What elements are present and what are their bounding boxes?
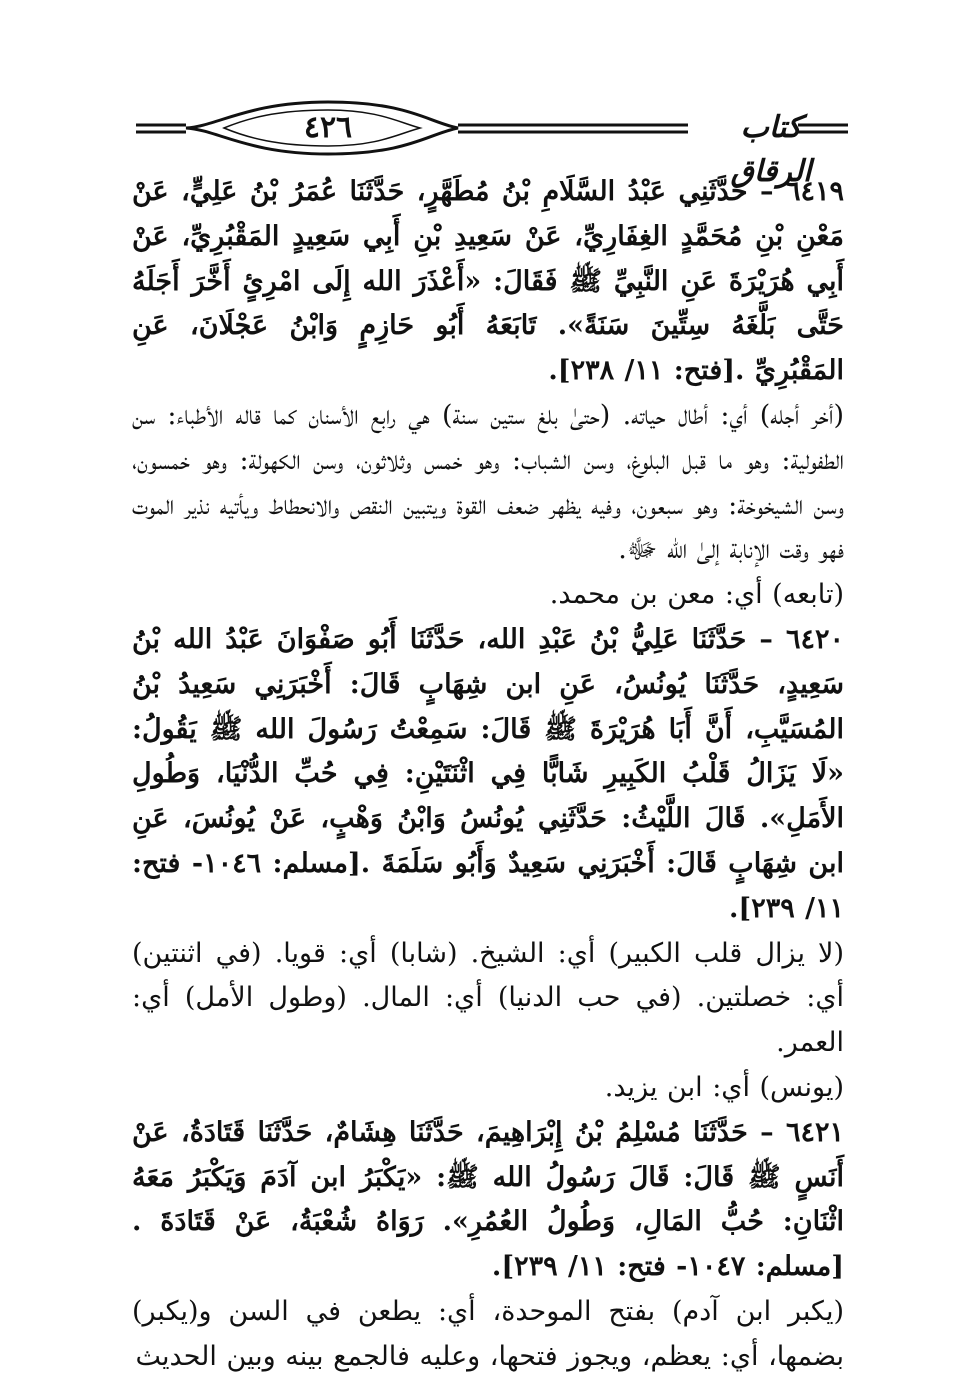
hadith-6420: ٦٤٢٠ – حَدَّثَنَا عَلِيُّ بْنُ عَبْدِ الله، حَدَّثَنَا أَبُو صَفْوَانَ عَبْدُ الله بْنُ سَعِيدٍ، حَدَّثَنَا يُونُسُ، عَنِ ابن شِهَابٍ قَالَ: أَخْبَرَنِي سَعِيدُ بْنُ المُسَيَّبِ، أَنَّ أَبَا هُرَيْرَةَ ﷺ قَالَ: سَمِعْتُ رَسُولَ الله ﷺ يَقُولُ: «لَا يَزَالُ قَلْبُ الكَبِيرِ شَابًّا فِي اثْنَتَيْنِ: فِي حُبِّ الدُّنْيَا، وَطُولِ الأَمَلِ». قَالَ اللَّيْثُ: حَدَّثَنِي يُونُسُ وَابْنُ وَهْبٍ، عَنْ يُونُسَ، عَنِ ابن شِهَابٍ قَالَ: أَخْبَرَنِي سَعِيدٌ وَأَبُو سَلَمَةَ .[مسلم: ١٠٤٦- فتح: ١١/ ٢٣٩].	[132, 623, 845, 924]
hadith-6421: ٦٤٢١ – حَدَّثَنَا مُسْلِمُ بْنُ إِبْرَاهِيمَ، حَدَّثَنَا هِشَامٌ، حَدَّثَنَا قَتَادَةُ، عَنْ أَنَسٍ ﷺ قَالَ: قَالَ رَسُولُ الله ﷺ: «يَكْبَرُ ابن آدَمَ وَيَكْبَرُ مَعَهُ اثْنَانِ: حُبُّ المَالِ، وَطُولُ العُمُرِ». رَوَاهُ شُعْبَةُ، عَنْ قَتَادَةَ .[مسلم: ١٠٤٧- فتح: ١١/ ٢٣٩].	[132, 1116, 844, 1283]
commentary-paragraph: (لا يزال قلب الكبير) أي: الشيخ. (شابا) أي: قويا. (في اثنتين) أي: خصلتين. (في حب الدنيا) أي: المال. (وطول الأمل) أي: العمر.	[132, 937, 844, 1059]
commentary-paragraph: (تابعه) أي: معن بن محمد.	[549, 579, 844, 611]
running-title: كتاب الرقاق	[730, 110, 812, 189]
page-header	[128, 96, 850, 189]
page-body	[132, 170, 844, 1380]
hadith-6419: ٦٤١٩ – حَدَّثَنِي عَبْدُ السَّلَامِ بْنُ مُطَهَّرٍ، حَدَّثَنَا عُمَرُ بْنُ عَلِيٍّ، عَنْ مَعْنِ بْنِ مُحَمَّدٍ الغِفَارِيِّ، عَنْ سَعِيدِ بْنِ أَبِي سَعِيدٍ المَقْبُرِيِّ، عَنْ أَبِي هُرَيْرَةَ عَنِ النَّبِيِّ ﷺ فَقَالَ: «أَعْذَرَ الله إِلَى امْرِئٍ أَخَّرَ أَجَلَهُ حَتَّى بَلَّغَهُ سِتِّينَ سَنَةً». تَابَعَهُ أَبُو حَازِمٍ وَابْنُ عَجْلَانَ، عَنِ المَقْبُرِيِّ .[فتح: ١١/ ٢٣٨].	[132, 176, 844, 387]
commentary-paragraph: (يونس) أي: ابن يزيد.	[604, 1071, 844, 1103]
commentary-paragraph: (أخر أجله) أي: أطال حياته. (حتىٰ بلغ ستين سنة) هي رابع الأسنان كما قاله الأطباء: سن الطفولية: وهو ما قبل البلوغ، وسن الشباب: وهو خمس وثلاثون، وسن الكهولة: وهو خمسون، وسن الشيخوخة: وهو سبعون، وفيه يظهر ضعف القوة ويتبين النقص والانحطاط ويأتيه نذير الموت فهو وقت الإنابة إلىٰ الله ﷻ.	[132, 399, 844, 566]
page-number: ٤٢٦	[303, 110, 353, 145]
commentary-paragraph: (يكبر ابن آدم) بفتح الموحدة، أي: يطعن في السن و(يكبر) بضمها، أي: يعظم، ويجوز فتحها، وعليه فالجمع بينه وبين الحديث	[132, 1295, 844, 1372]
